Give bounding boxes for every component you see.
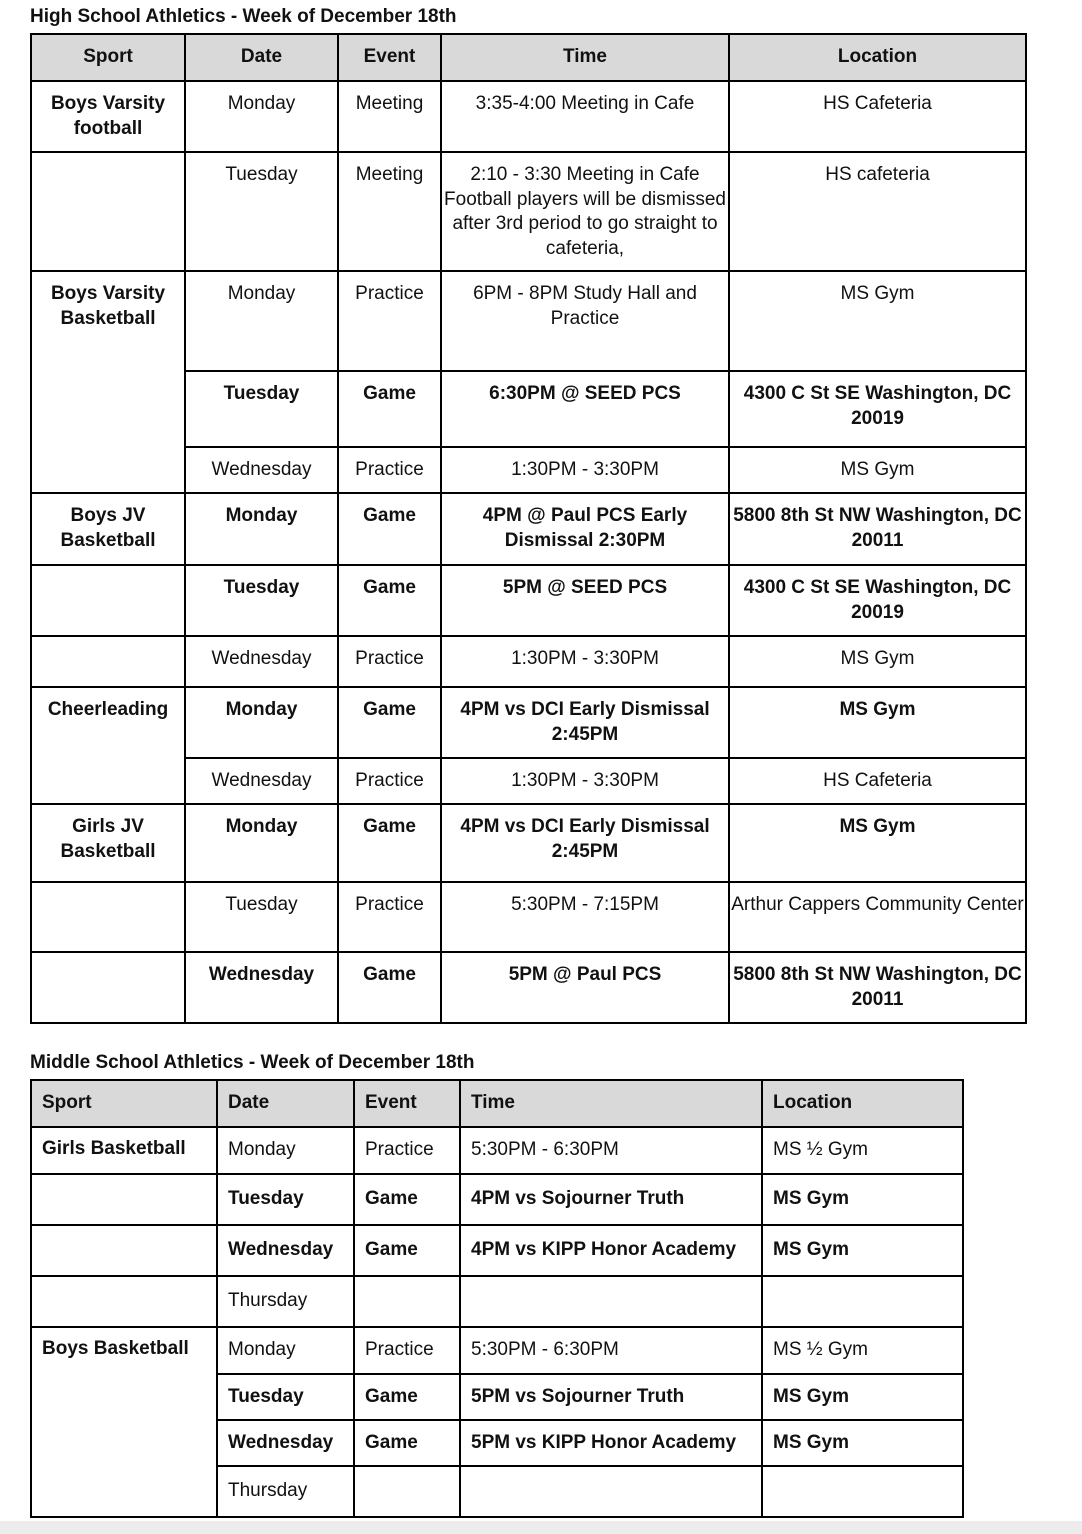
time-cell: 2:10 - 3:30 Meeting in Cafe Football players will be dismissed after 3rd period to go straight to cafeteria, [441,152,729,271]
time-cell: 4PM @ Paul PCS Early Dismissal 2:30PM [441,493,729,565]
location-cell [762,1276,963,1327]
event-cell: Practice [354,1327,460,1374]
location-cell: MS Gym [762,1225,963,1276]
sport-cell [31,1174,217,1225]
hs-header-time: Time [441,34,729,81]
hs-row [31,636,1026,687]
location-cell: HS Cafeteria [729,81,1026,152]
hs-row [31,152,1026,271]
location-cell: 4300 C St SE Washington, DC 20019 [729,565,1026,636]
location-cell: MS Gym [729,804,1026,882]
ms-schedule-table [30,1079,964,1518]
event-cell: Game [338,687,441,758]
hs-row [31,565,1026,636]
date-cell: Wednesday [185,758,338,804]
time-cell: 4PM vs Sojourner Truth [460,1174,762,1225]
sport-cell: Boys Varsity football [31,81,185,152]
date-cell: Monday [185,804,338,882]
event-cell: Practice [338,882,441,952]
time-cell: 4PM vs DCI Early Dismissal 2:45PM [441,687,729,758]
time-cell: 5:30PM - 7:15PM [441,882,729,952]
sport-cell: Girls JV Basketball [31,804,185,882]
date-cell: Monday [217,1127,354,1174]
location-cell: MS Gym [762,1420,963,1466]
ms-header-event: Event [354,1080,460,1127]
location-cell: Arthur Cappers Community Center [729,882,1026,952]
sport-cell [31,565,185,636]
time-cell [460,1276,762,1327]
event-cell: Game [354,1374,460,1420]
sport-cell: Cheerleading [31,687,185,804]
hs-row [31,81,1026,152]
event-cell: Game [338,493,441,565]
event-cell: Game [354,1225,460,1276]
time-cell: 5PM vs KIPP Honor Academy [460,1420,762,1466]
date-cell: Monday [185,271,338,371]
event-cell: Game [338,952,441,1023]
location-cell: MS Gym [762,1374,963,1420]
hs-section-title: High School Athletics - Week of December 18th [30,6,457,27]
time-cell: 6:30PM @ SEED PCS [441,371,729,447]
ms-section-title: Middle School Athletics - Week of December 18th [30,1052,475,1073]
time-cell: 5PM @ Paul PCS [441,952,729,1023]
time-cell [460,1466,762,1517]
date-cell: Monday [217,1327,354,1374]
date-cell: Monday [185,81,338,152]
location-cell: HS Cafeteria [729,758,1026,804]
ms-row [31,1327,963,1374]
event-cell [354,1276,460,1327]
hs-header-event: Event [338,34,441,81]
date-cell: Tuesday [185,152,338,271]
ms-row [31,1127,963,1174]
event-cell: Practice [338,447,441,493]
location-cell: MS Gym [729,271,1026,371]
event-cell: Game [354,1174,460,1225]
date-cell: Wednesday [217,1420,354,1466]
time-cell: 5PM @ SEED PCS [441,565,729,636]
ms-header-sport: Sport [31,1080,217,1127]
location-cell: HS cafeteria [729,152,1026,271]
location-cell: MS Gym [729,636,1026,687]
date-cell: Wednesday [185,636,338,687]
sport-cell [31,1276,217,1327]
event-cell [354,1466,460,1517]
hs-row [31,882,1026,952]
event-cell: Meeting [338,152,441,271]
time-cell: 6PM - 8PM Study Hall and Practice [441,271,729,371]
sport-cell [31,952,185,1023]
event-cell: Practice [338,636,441,687]
location-cell: MS ½ Gym [762,1127,963,1174]
location-cell: MS Gym [729,687,1026,758]
sport-cell [31,1225,217,1276]
date-cell: Tuesday [217,1174,354,1225]
location-cell: 5800 8th St NW Washington, DC 20011 [729,952,1026,1023]
hs-row [31,687,1026,758]
sport-cell [31,882,185,952]
location-cell: MS Gym [762,1174,963,1225]
time-cell: 1:30PM - 3:30PM [441,758,729,804]
date-cell: Tuesday [217,1374,354,1420]
time-cell: 4PM vs KIPP Honor Academy [460,1225,762,1276]
time-cell: 3:35-4:00 Meeting in Cafe [441,81,729,152]
time-cell: 1:30PM - 3:30PM [441,636,729,687]
event-cell: Game [338,804,441,882]
sport-cell [31,152,185,271]
date-cell: Wednesday [217,1225,354,1276]
location-cell: MS Gym [729,447,1026,493]
sport-cell: Boys Basketball [31,1327,217,1517]
date-cell: Monday [185,493,338,565]
event-cell: Game [354,1420,460,1466]
ms-row [31,1174,963,1225]
sport-cell [31,636,185,687]
hs-header-row [31,34,1026,81]
date-cell: Thursday [217,1466,354,1517]
event-cell: Meeting [338,81,441,152]
date-cell: Thursday [217,1276,354,1327]
ms-row [31,1276,963,1327]
time-cell: 5:30PM - 6:30PM [460,1127,762,1174]
ms-row [31,1225,963,1276]
event-cell: Practice [338,271,441,371]
hs-row [31,804,1026,882]
hs-header-sport: Sport [31,34,185,81]
location-cell: MS ½ Gym [762,1327,963,1374]
hs-header-location: Location [729,34,1026,81]
ms-header-location: Location [762,1080,963,1127]
event-cell: Game [338,565,441,636]
hs-header-date: Date [185,34,338,81]
location-cell [762,1466,963,1517]
date-cell: Wednesday [185,447,338,493]
hs-schedule-table [30,33,1027,1024]
event-cell: Practice [338,758,441,804]
location-cell: 5800 8th St NW Washington, DC 20011 [729,493,1026,565]
event-cell: Practice [354,1127,460,1174]
ms-header-date: Date [217,1080,354,1127]
sport-cell: Boys Varsity Basketball [31,271,185,493]
ms-header-time: Time [460,1080,762,1127]
time-cell: 4PM vs DCI Early Dismissal 2:45PM [441,804,729,882]
location-cell: 4300 C St SE Washington, DC 20019 [729,371,1026,447]
ms-header-row [31,1080,963,1127]
date-cell: Wednesday [185,952,338,1023]
sport-cell: Girls Basketball [31,1127,217,1174]
page-bottom-edge [0,1521,1082,1534]
event-cell: Game [338,371,441,447]
hs-row [31,493,1026,565]
time-cell: 5PM vs Sojourner Truth [460,1374,762,1420]
hs-row [31,271,1026,371]
time-cell: 5:30PM - 6:30PM [460,1327,762,1374]
sport-cell: Boys JV Basketball [31,493,185,565]
date-cell: Tuesday [185,565,338,636]
time-cell: 1:30PM - 3:30PM [441,447,729,493]
date-cell: Tuesday [185,882,338,952]
date-cell: Tuesday [185,371,338,447]
date-cell: Monday [185,687,338,758]
hs-row [31,952,1026,1023]
